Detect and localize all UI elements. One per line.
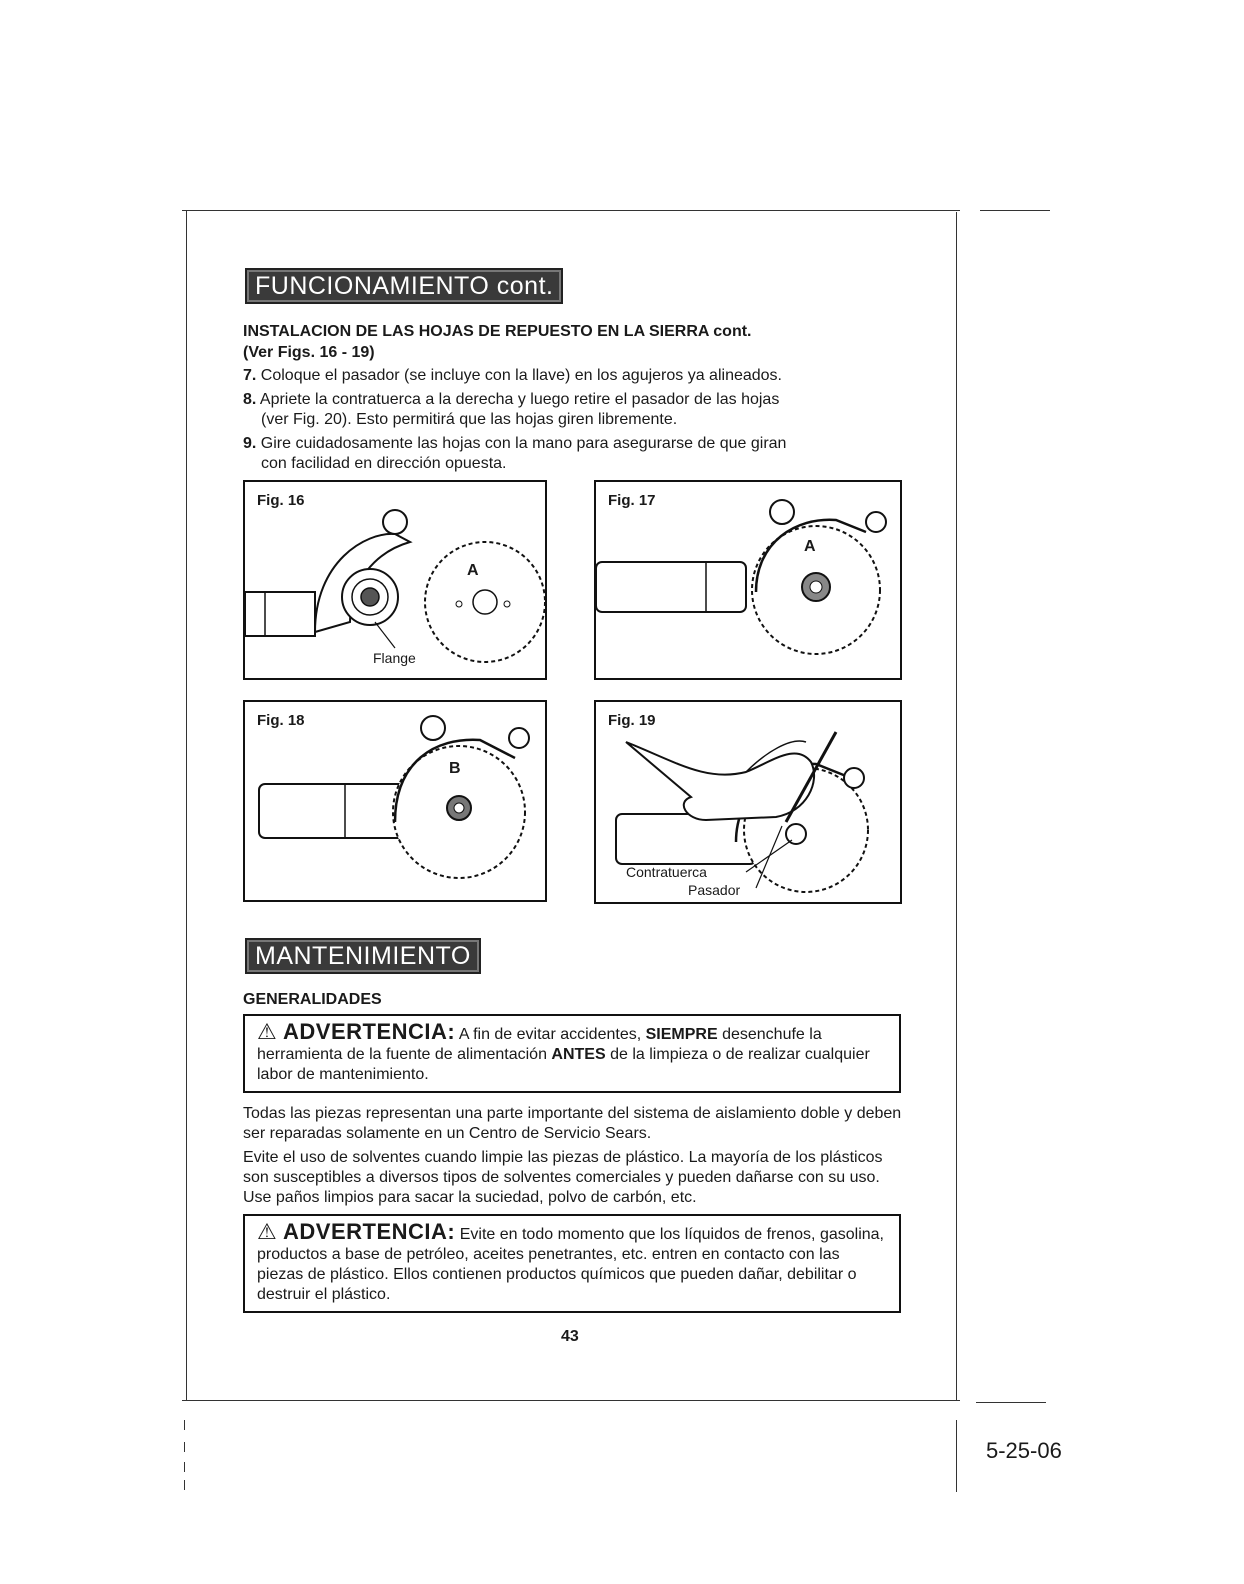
warning-triangle-icon: ⚠ — [257, 1019, 278, 1044]
warning-text: Evite en todo momento que los líquidos de frenos, gasolina, productos a base de petróleo, aceites penetrantes, etc. entren en contacto con las piezas de plástico. Ellos contienen productos químicos que pueden dañar, debilitar o destruir el plástico. — [257, 1226, 884, 1303]
fig18-label: Fig. 18 — [257, 712, 305, 729]
frame-bottom-rule-right — [976, 1402, 1046, 1403]
step-number: 7. — [243, 367, 257, 384]
funcionamiento-banner: FUNCIONAMIENTO cont. — [245, 268, 563, 304]
step-text: Gire cuidadosamente las hojas con la mano para asegurarse de que giran — [260, 435, 787, 452]
warning-text: A fin de evitar accidentes, — [458, 1026, 642, 1043]
warning-text: desenchufe la herramienta de la fuente de alimentación — [257, 1026, 822, 1063]
step-9-cont — [261, 454, 507, 474]
step-text: (ver Fig. 20). Esto permitirá que las hojas giren libremente. — [261, 411, 678, 428]
fig17-illustration — [596, 482, 900, 678]
frame-bottom-rule — [182, 1400, 960, 1401]
frame-top-rule-right — [980, 210, 1050, 211]
page-number: 43 — [561, 1328, 579, 1345]
warning-title: ⚠ ADVERTENCIA: — [257, 1219, 456, 1244]
step-7 — [243, 366, 782, 386]
step-number: 8. — [243, 391, 257, 408]
fig16-label: Fig. 16 — [257, 492, 305, 509]
mantenimiento-banner: MANTENIMIENTO — [245, 938, 481, 974]
step-number: 9. — [243, 435, 257, 452]
frame-top-rule — [182, 210, 960, 211]
crop-tick — [184, 1480, 185, 1490]
fig19-contratuerca-callout: Contratuerca — [626, 864, 707, 880]
paragraph-solventes: Evite el uso de solventes cuando limpie las piezas de plástico. La mayoría de los plásticos son susceptibles a diversos tipos de solventes comerciales y pueden dañarse con su uso. Use paños limpios para sacar la suciedad, polvo de carbón, etc. — [243, 1149, 883, 1206]
warning-text: de la limpieza o de realizar cualquier labor de mantenimiento. — [257, 1046, 870, 1083]
frame-lower-right-rule — [956, 1420, 957, 1492]
step-text: Apriete la contratuerca a la derecha y luego retire el pasador de las hojas — [259, 391, 780, 408]
warning-emphasis: SIEMPRE — [645, 1026, 718, 1043]
date-stamp: 5-25-06 — [986, 1438, 1062, 1463]
paragraph-aislamiento: Todas las piezas representan una parte importante del sistema de aislamiento doble y deben ser reparadas solamente en un Centro de Servicio Sears. — [243, 1105, 902, 1142]
fig18-blade-label: B — [449, 760, 461, 777]
step-8 — [243, 390, 779, 410]
warning-box-2 — [243, 1214, 901, 1313]
section-subheading: (Ver Figs. 16 - 19) — [243, 344, 375, 361]
fig19-pasador-callout: Pasador — [688, 882, 741, 898]
fig16-flange-callout: Flange — [373, 650, 416, 666]
fig16-blade-label: A — [467, 562, 479, 579]
step-text: Coloque el pasador (se incluye con la llave) en los agujeros ya alineados. — [260, 367, 782, 384]
fig18-illustration — [245, 702, 545, 900]
section-heading: INSTALACION DE LAS HOJAS DE REPUESTO EN LA SIERRA cont. — [243, 323, 752, 340]
crop-tick — [184, 1462, 185, 1472]
figure-16 — [243, 480, 547, 680]
fig17-blade-label: A — [804, 538, 816, 555]
crop-tick — [184, 1442, 185, 1452]
warning-box-1 — [243, 1014, 901, 1093]
step-9 — [243, 434, 786, 454]
fig17-label: Fig. 17 — [608, 492, 656, 509]
generalidades-heading: GENERALIDADES — [243, 991, 382, 1008]
figure-19 — [594, 700, 902, 904]
fig16-illustration — [245, 482, 545, 678]
crop-tick — [184, 1420, 185, 1430]
warning-title: ⚠ ADVERTENCIA: — [257, 1019, 456, 1044]
step-8-cont — [261, 410, 677, 430]
warning-emphasis: ANTES — [551, 1046, 606, 1063]
fig19-label: Fig. 19 — [608, 712, 656, 729]
warning-triangle-icon: ⚠ — [257, 1219, 278, 1244]
figure-18 — [243, 700, 547, 902]
frame-right-rule — [956, 212, 957, 1400]
frame-left-rule — [186, 210, 187, 1400]
step-text: con facilidad en dirección opuesta. — [261, 455, 507, 472]
figure-17 — [594, 480, 902, 680]
